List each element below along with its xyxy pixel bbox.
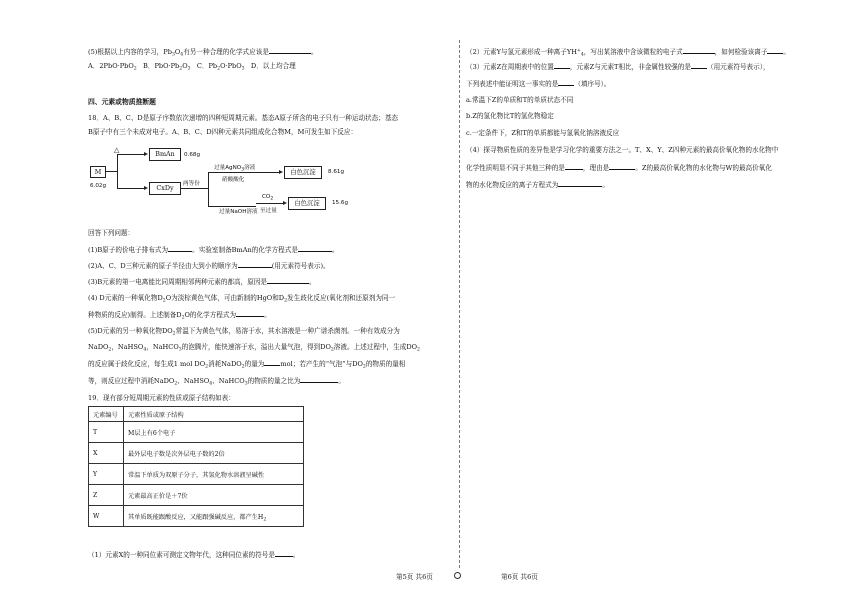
agno3-label: 过量AgNO$_3$溶液 — [214, 165, 256, 173]
q19-sub4-line2: 化学性质明显不同于其他三种的是 ，理由是 。Z的最高价氧化物的水化物与W的最高价氧化 — [466, 164, 772, 172]
table-header-row — [89, 407, 304, 422]
table-row — [89, 485, 304, 506]
reaction-diagram — [88, 148, 388, 218]
q19-sub4-line3: 物的水化物反应的离子方程式为 。 — [466, 181, 609, 189]
column-divider — [459, 40, 460, 568]
table-cell: Y — [89, 464, 124, 485]
q18-line2: B原子中有三个未成对电子。A、B、C、D四种元素共同组成化合物M，M可发生如下反应： — [88, 128, 358, 136]
table-header-cell: 元素性质或原子结构 — [124, 407, 304, 422]
q5-options: A．2PbO·PbO$_2$ B．$PbO\cdot Pb_2O_3$ C．$Pb_2O\cdot PbO_3$ D．以上均合理 — [88, 62, 296, 72]
q18-part1: (1)B原子的价电子排布式为 。实验室制备BmAn的化学方程式是 。 — [88, 246, 339, 254]
q19-sub3: （3）元素Z在周期表中的位置 ，元素Z与元素T相比，非金属性较强的是 （用元素符号表示）， — [466, 63, 770, 71]
heat-symbol: △ — [114, 146, 120, 154]
q18-part5-line2: NaDO$_2$，NaHSO$_4$，NaHCO$_3$的泡腾片，能快速溶于水，溢出大量气泡，得到$DO_2$溶液。上述过程中，生成$DO_2$ — [88, 343, 420, 353]
table-cell: T — [89, 422, 124, 443]
table-cell: 元素最高正价是＋7价 — [124, 485, 304, 506]
hno3-label: 硝酸酸化 — [222, 177, 245, 183]
co2-condition: 至过量 — [260, 208, 277, 214]
q18-part5-line1: (5)D元素的另一种氧化物$DO_2$常温下为黄色气体，易溶于水，其水溶液是一种广谱杀菌剂。一种有效成分为 — [88, 327, 400, 337]
q18-part4-line1: (4) D元素的一种氧化物$D_2O$为淡棕黄色气体，可由新制的HgO和$D_2$发生歧化反应(氧化剂和还原剂为同一 — [88, 294, 396, 304]
m-box: M — [90, 166, 106, 178]
bman-mass: 0.68g — [184, 152, 201, 158]
white1-mass: 8.61g — [328, 169, 345, 175]
q19-stem: 19．现有部分短周期元素的性质或原子结构如表： — [88, 394, 235, 402]
table-row — [89, 443, 304, 464]
q18-part4-line2: 种物质的反应)制得。上述制备$D_2O$的化学方程式为 。 — [88, 311, 271, 321]
table-cell: 其单质既能跟酸反应，又能跟强碱反应，都产生$H_2$ — [124, 506, 304, 527]
white-precipitate-2: 白色沉淀 — [288, 197, 326, 210]
table-cell: Z — [89, 485, 124, 506]
table-row — [89, 464, 304, 485]
section-title: 四、元素或物质推断题 — [88, 98, 156, 106]
m-mass: 6.02g — [90, 183, 107, 189]
answer-intro: 回答下列问题： — [88, 229, 135, 237]
white-precipitate-1: 白色沉淀 — [284, 166, 322, 179]
q18-part3: (3)B元素的第一电离能比同周期相邻两种元素的都高，原因是 。 — [88, 278, 316, 286]
page-number-right: 第6页 共6页 — [501, 573, 538, 581]
q18-part5-line3: 的反应属于歧化反应，每生成1 mol $DO_2$消耗NaDO$_2$的量为 mol；若产生的“气泡”与$DO_2$的物质的量相 — [88, 360, 406, 370]
q5-stem: (5)根据以上内容的学习，$Pb_3O_4$有另一种合理的化学式应该是 。 — [88, 48, 318, 58]
bman-box: BmAn — [149, 148, 181, 161]
two-equal-label: 两等份 — [183, 181, 200, 187]
table-cell: W — [89, 506, 124, 527]
q18-line1: 18．A、B、C、D是原子序数依次递增的四种短周期元素。基态A原子所含的电子只有一种运动状态；基态 — [88, 114, 399, 122]
table-cell: X — [89, 443, 124, 464]
white2-mass: 15.6g — [332, 200, 349, 206]
q18-part5-line4: 等，则反应过程中消耗NaDO$_2$、NaHSO$_4$、NaHCO$_3$的物质的量之比为 。 — [88, 377, 345, 387]
q19-sub2: （2）元素Y与氢元素形成一种离子$YH^+_4$，写出某溶液中含该微粒的电子式 ，如何检验该离子 。 — [466, 48, 791, 58]
page-number-left: 第5页 共6页 — [396, 573, 433, 581]
option-b: b.Z的氢化物比T的氢化物稳定 — [466, 112, 554, 120]
q19-sub3-prompt: 下列表述中能证明这一事实的是 （填序号）。 — [466, 80, 611, 88]
option-a: a.常温下Z的单质和T的单质状态不同 — [466, 96, 574, 104]
table-header-cell: 元素编号 — [89, 407, 124, 422]
q19-sub1: （1）元素X的一种同位素可测定文物年代，这种同位素的符号是 。 — [88, 551, 300, 559]
q19-sub4-line1: （4）探寻物质性质的差异性是学习化学的重要方法之一。T、X、Y、Z四种元素的最高价氧化物的水化物中 — [466, 146, 779, 154]
table-cell: 常温下单质为双原子分子，其氢化物水溶液呈碱性 — [124, 464, 304, 485]
table-cell: M层上有6个电子 — [124, 422, 304, 443]
option-c: c.一定条件下，Z和T的单质都能与氢氧化钠溶液反应 — [466, 129, 620, 137]
q18-part2: (2)A、C、D三种元素的原子半径由大到小的顺序为 (用元素符号表示)。 — [88, 262, 330, 270]
element-table — [88, 406, 304, 527]
table-cell: 最外层电子数是次外层电子数的2倍 — [124, 443, 304, 464]
co2-label: $CO_2$ — [262, 194, 274, 202]
binding-hole-icon — [454, 572, 461, 579]
table-row — [89, 506, 304, 527]
naoh-label: 过量NaOH溶液 — [219, 209, 258, 215]
cxdy-box: CxDy — [149, 182, 181, 195]
table-row — [89, 422, 304, 443]
